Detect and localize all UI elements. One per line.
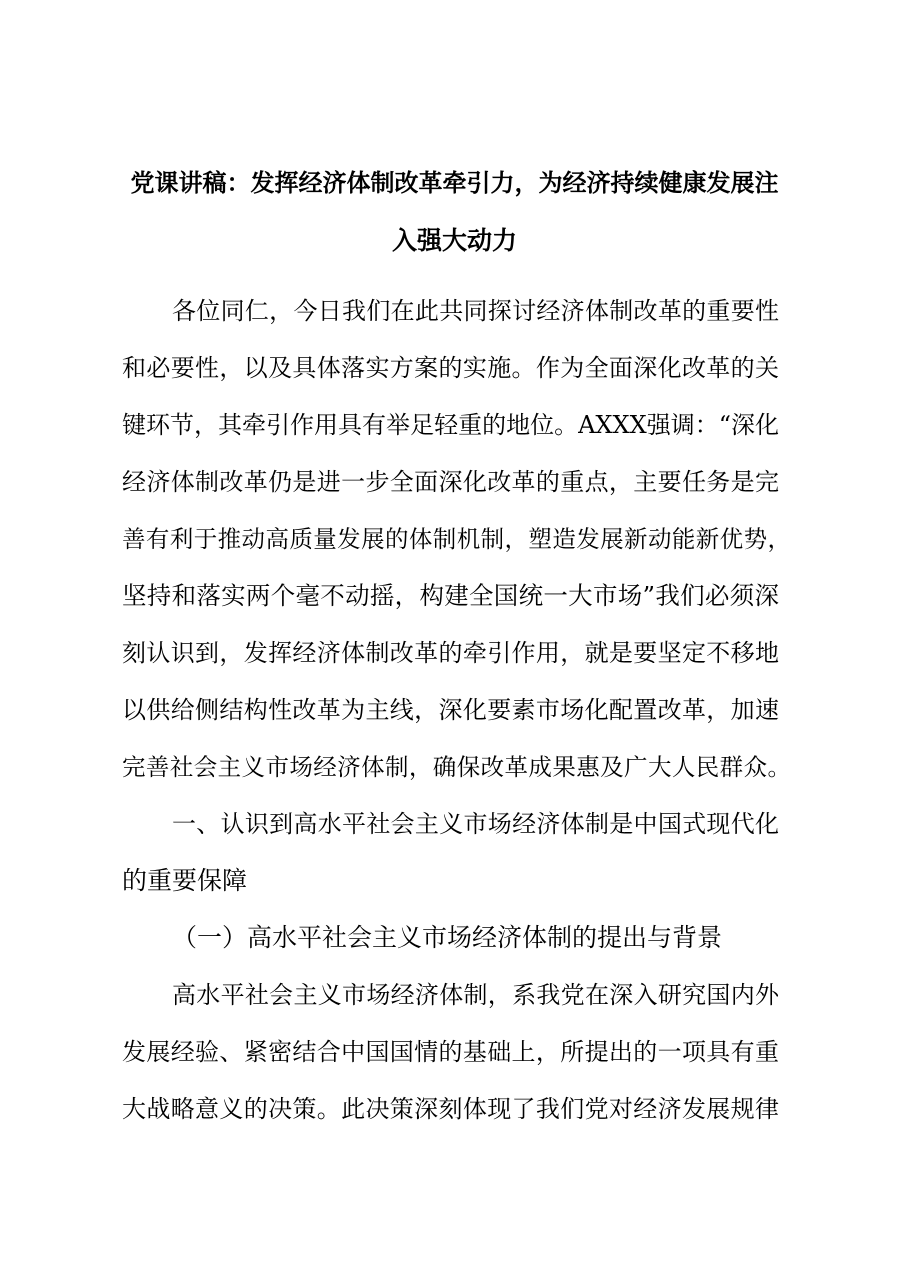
subsection-heading: （一）高水平社会主义市场经济体制的提出与背景	[172, 923, 723, 952]
intro-paragraph-line-6: 坚持和落实两个毫不动摇，构建全国统一大市场”我们必须深	[122, 581, 779, 610]
section-body-line-1: 高水平社会主义市场经济体制，系我党在深入研究国内外	[172, 981, 779, 1009]
intro-paragraph-line-1: 各位同仁，今日我们在此共同探讨经济体制改革的重要性	[172, 297, 779, 325]
document-title-line-2: 入强大动力	[391, 226, 517, 255]
intro-paragraph-line-3: 键环节，其牵引作用具有举足轻重的地位。AXXX强调：“深化	[122, 411, 779, 439]
intro-paragraph-line-8: 以供给侧结构性改革为主线，深化要素市场化配置改革，加速	[122, 696, 779, 724]
intro-paragraph-line-4: 经济体制改革仍是进一步全面深化改革的重点，主要任务是完	[122, 468, 779, 496]
section-heading-line-2: 的重要保障	[122, 866, 248, 895]
document-title-line-1: 党课讲稿：发挥经济体制改革牵引力，为经济持续健康发展注	[130, 169, 779, 197]
section-body-line-2: 发展经验、紧密结合中国国情的基础上，所提出的一项具有重	[122, 1038, 779, 1066]
intro-paragraph-line-5: 善有利于推动高质量发展的体制机制，塑造发展新动能新优势，	[122, 525, 791, 553]
intro-paragraph-line-7: 刻认识到，发挥经济体制改革的牵引作用，就是要坚定不移地	[122, 639, 779, 667]
section-heading-line-1: 一、认识到高水平社会主义市场经济体制是中国式现代化	[172, 810, 779, 838]
intro-paragraph-line-9: 完善社会主义市场经济体制，确保改革成果惠及广大人民群众。	[122, 753, 791, 781]
intro-paragraph-line-2: 和必要性，以及具体落实方案的实施。作为全面深化改革的关	[122, 354, 779, 382]
section-body-line-3: 大战略意义的决策。此决策深刻体现了我们党对经济发展规律	[122, 1095, 779, 1123]
